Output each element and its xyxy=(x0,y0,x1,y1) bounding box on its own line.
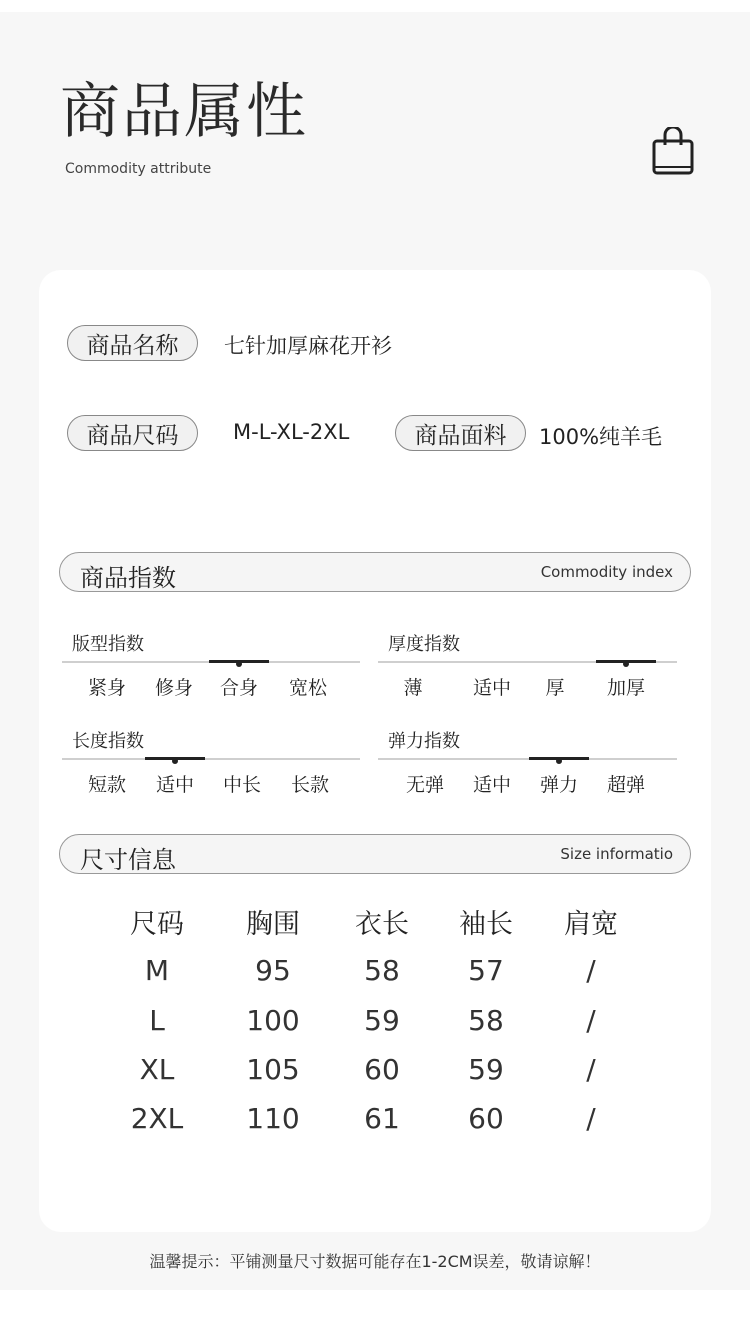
index-option: 超弹 xyxy=(606,774,645,796)
size-table-cell: 60 xyxy=(364,1053,400,1086)
index-option: 加厚 xyxy=(606,677,645,699)
index-option: 适中 xyxy=(472,774,511,796)
index-selected-marker xyxy=(529,757,589,760)
size-table-header: 胸围 xyxy=(246,909,300,940)
product-name-label: 商品名称 xyxy=(67,325,198,361)
index-option: 适中 xyxy=(155,774,194,796)
page-title: 商品属性 xyxy=(60,77,308,147)
size-table-header: 袖长 xyxy=(459,909,513,940)
index-option: 长款 xyxy=(290,774,329,796)
index-option: 薄 xyxy=(403,677,423,699)
size-info-header xyxy=(59,834,691,874)
size-table-header: 肩宽 xyxy=(564,909,618,940)
index-option: 宽松 xyxy=(288,677,327,699)
size-table-cell: / xyxy=(586,1102,596,1135)
size-table-cell: 110 xyxy=(246,1102,300,1135)
index-option: 紧身 xyxy=(87,677,126,699)
index-option: 短款 xyxy=(87,774,126,796)
size-table-cell: / xyxy=(586,1053,596,1086)
index-scale-line xyxy=(62,758,360,760)
index-title: 弹力指数 xyxy=(388,731,460,752)
size-info-subtitle: Size informatio xyxy=(560,845,673,863)
size-table-cell: 95 xyxy=(255,954,291,987)
index-selected-marker xyxy=(209,660,269,663)
product-name-value: 七针加厚麻花开衫 xyxy=(224,334,392,358)
index-option: 无弹 xyxy=(405,774,444,796)
index-option: 厚 xyxy=(545,677,565,699)
size-table-cell: 59 xyxy=(468,1053,504,1086)
size-table-cell: 61 xyxy=(364,1102,400,1135)
product-fabric-value: 100%纯羊毛 xyxy=(539,425,663,449)
size-table-header: 尺码 xyxy=(130,909,184,940)
index-title: 版型指数 xyxy=(72,634,144,655)
size-table-cell: XL xyxy=(139,1053,175,1086)
size-table-cell: L xyxy=(149,1004,165,1037)
size-table-cell: 105 xyxy=(246,1053,300,1086)
index-option: 弹力 xyxy=(539,774,578,796)
size-table-cell: 57 xyxy=(468,954,504,987)
index-option: 适中 xyxy=(472,677,511,699)
size-table-cell: 2XL xyxy=(130,1102,184,1135)
size-table-cell: / xyxy=(586,954,596,987)
commodity-index-header xyxy=(59,552,691,592)
size-table-cell: M xyxy=(144,954,170,987)
size-table-cell: 59 xyxy=(364,1004,400,1037)
index-option: 中长 xyxy=(222,774,261,796)
size-table-cell: / xyxy=(586,1004,596,1037)
shopping-bag-icon xyxy=(651,127,695,175)
index-option: 合身 xyxy=(219,677,258,699)
size-table-cell: 60 xyxy=(468,1102,504,1135)
index-title: 厚度指数 xyxy=(388,634,460,655)
product-fabric-label: 商品面料 xyxy=(395,415,526,451)
size-table-cell: 100 xyxy=(246,1004,300,1037)
index-selected-marker xyxy=(145,757,205,760)
index-scale-line xyxy=(378,758,677,760)
index-title: 长度指数 xyxy=(72,731,144,752)
page-subtitle: Commodity attribute xyxy=(65,161,212,177)
commodity-index-title: 商品指数 xyxy=(80,564,176,592)
product-size-value: M-L-XL-2XL xyxy=(233,420,350,444)
size-table-cell: 58 xyxy=(468,1004,504,1037)
size-table-cell: 58 xyxy=(364,954,400,987)
size-info-title: 尺寸信息 xyxy=(80,846,176,874)
size-table-header: 衣长 xyxy=(355,909,409,940)
commodity-index-subtitle: Commodity index xyxy=(540,563,673,581)
index-option: 修身 xyxy=(154,677,193,699)
measurement-note: 温馨提示：平铺测量尺寸数据可能存在1-2CM误差，敬请谅解！ xyxy=(149,1252,601,1271)
product-size-label: 商品尺码 xyxy=(67,415,198,451)
index-selected-marker xyxy=(596,660,656,663)
